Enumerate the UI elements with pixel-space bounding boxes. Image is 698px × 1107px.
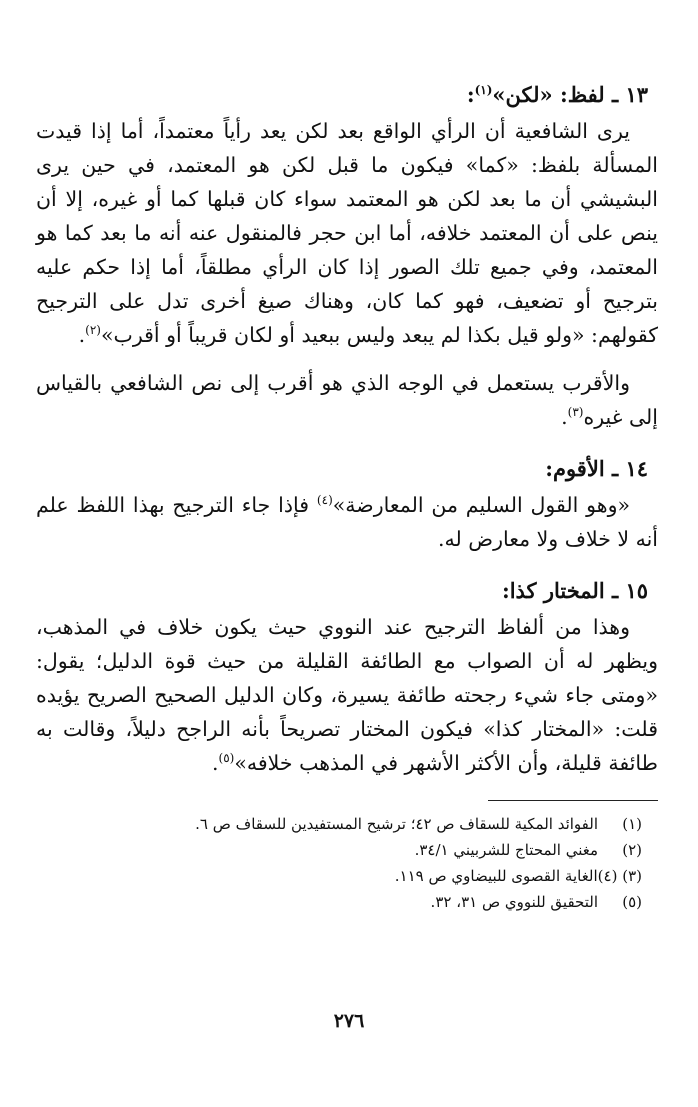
footnote-text: مغني المحتاج للشربيني ٣٤/١. [414,841,598,859]
footnote [36,811,658,837]
footnote [36,863,658,889]
section-15 [36,574,658,780]
paragraph: «وهو القول السليم من المعارضة»$^{(٤)}$ فإذا جاء الترجيح بهذا اللفظ علم أنه لا خلاف ولا معارض له. [36,493,658,551]
section-14 [36,452,658,556]
footnote-number: (٢) [622,841,642,859]
section-heading: ١٣ ـ لفظ: «لكن»$^{(١)}$: [466,82,648,107]
section-13 [36,78,658,434]
footnote-number: (٥) [622,893,642,911]
footnote-text: الغاية القصوى للبيضاوي ص ١١٩. [394,867,598,885]
footnote-divider [488,800,658,801]
paragraph: وهذا من ألفاظ الترجيح عند النووي حيث يكون خلاف في المذهب، ويظهر له أن الصواب مع الطائفة القليلة من حيث قوة الدليل؛ يقول: «ومتى جاء شيء رجحته طائفة يسيرة، وكان الدليل الصحيح الصريح يؤيده قلت: «المختار كذا» فيكون المختار تصريحاً بأنه الراجح دليلاً، وقالت به طائفة قليلة، وأن الأكثر الأشهر في المذهب خلافه»$^{(٥)}$. [36,615,658,775]
footnote-ref: (٤) [316,493,333,508]
section-heading: ١٥ ـ المختار كذا: [501,578,648,603]
paragraph: والأقرب يستعمل في الوجه الذي هو أقرب إلى نص الشافعي بالقياس إلى غيره$^{(٣)}$. [36,371,658,429]
footnote-text: التحقيق للنووي ص ٣١، ٣٢. [430,893,598,911]
footnote-ref: (٣) [567,405,584,420]
footnote-ref: (٢) [85,323,101,338]
footnote-ref: (١) [474,83,493,97]
paragraph: يرى الشافعية أن الرأي الواقع بعد لكن يعد رأياً معتمداً، أما إذا قيدت المسألة بلفظ: «كما» فيكون ما قبل لكن هو المعتمد، في حين يرى البشيشي أن ما بعد لكن هو المعتمد سواء كان قبلها كما أو غيره، إلا أن ينص على أن المعتمد خلافه، أما ابن حجر فالمنقول عنه أنه ما بعد كما هو المعتمد، وفي جميع تلك الصور إذا كان الرأي مطلقاً، أما إذا حكم عليه بترجيح أو تضعيف، فهو كما كان، وهناك صيغ أخرى تدل على الترجيح كقولهم: «ولو قيل بكذا لم يبعد وليس ببعيد أو لكان قريباً أو أقرب»$^{(٢)}$. [36,119,658,347]
footnote-number: (١) [622,815,642,833]
footnote-ref: (٥) [218,751,235,766]
footnote [36,837,658,863]
section-heading: ١٤ ـ الأقوم: [545,456,648,481]
page-number: ٢٧٦ [333,1010,365,1032]
footnote-number: (٣) (٤) [597,867,642,885]
footnotes [36,811,658,915]
footnote-text: الفوائد المكية للسقاف ص ٤٢؛ ترشيح المستفيدين للسقاف ص ٦. [195,815,598,833]
footnote [36,889,658,915]
